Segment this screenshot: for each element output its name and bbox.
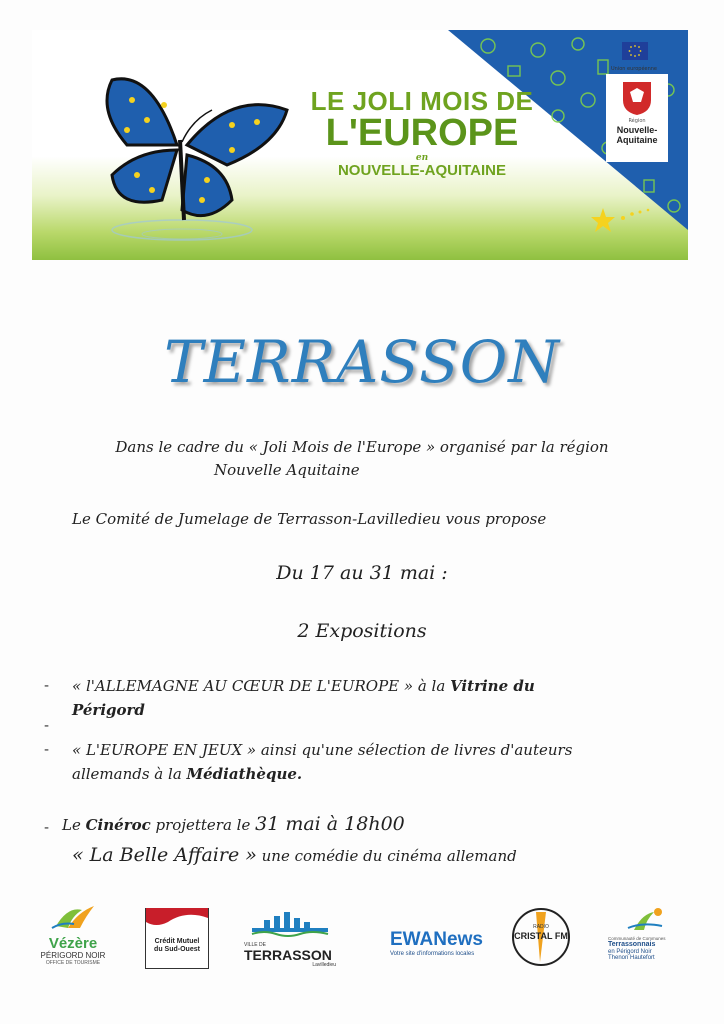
cc-name-3: Thenon Hautefort [608, 955, 655, 962]
bullet-dash-2: - [44, 718, 50, 734]
cinema-line [62, 813, 702, 835]
region-shield-icon [621, 80, 653, 116]
stars-icon [588, 200, 658, 240]
cinema-text-1: Le [62, 816, 86, 834]
header-banner [32, 30, 688, 260]
intro-line1: Dans le cadre du « Joli Mois de l'Europe » organisé par la région [115, 438, 609, 456]
region-name-line1: Nouvelle- [616, 125, 658, 135]
film-title: « La Belle Affaire » [72, 844, 257, 866]
banner-title-line4: NOUVELLE-AQUITAINE [337, 162, 507, 179]
credit-mutuel-logo [145, 908, 209, 969]
cc-name-2: en Périgord Noir [608, 948, 652, 955]
banner-title-line2: L'EUROPE [325, 112, 519, 154]
cinema-text-2: projettera le [150, 816, 256, 834]
ewanews-name: EWANews [390, 929, 483, 950]
cinema-datetime: 31 mai à 18h00 [255, 813, 405, 835]
banner-title [292, 88, 552, 178]
film-description: une comédie du cinéma allemand [256, 847, 517, 865]
expositions-heading: 2 Expositions [297, 620, 427, 642]
communaute-communes-icon [608, 904, 688, 932]
vezere-icon [38, 902, 108, 932]
expo-item-2-text-2: allemands à la [72, 765, 187, 783]
region-logo [606, 74, 668, 162]
ewanews-tagline: Votre site d'informations locales [390, 951, 475, 957]
eu-flag-icon [622, 42, 648, 60]
ewanews-logo [390, 930, 482, 966]
film-line [72, 844, 712, 866]
cristal-fm-logo [510, 904, 572, 970]
credit-mutuel-icon [146, 908, 208, 934]
page-title: TERRASSON [164, 328, 560, 396]
credit-mutuel-name: Crédit Mutuel [154, 938, 200, 945]
terrasson-city-icon [244, 910, 336, 938]
bullet-dash-4: - [44, 820, 50, 836]
vezere-sub: PÉRIGORD NOIR [40, 951, 106, 960]
banner-title-line1: LE JOLI MOIS DE [310, 86, 534, 116]
credit-mutuel-region: du Sud-Ouest [154, 945, 200, 953]
expo-item-2 [72, 738, 692, 786]
region-name [606, 126, 668, 146]
eu-caption: Union européenne [610, 66, 658, 72]
terrasson-sub: Lavilledieu [312, 962, 336, 968]
cinema-name: Cinéroc [85, 816, 151, 834]
expo-item-1-venue-2: Périgord [72, 701, 145, 719]
comite-line: Le Comité de Jumelage de Terrasson-Lavilledieu vous propose [72, 510, 547, 528]
expo-item-1 [72, 674, 672, 722]
intro-line2: Nouvelle Aquitaine [214, 461, 360, 479]
expo-item-2-text: « L'EUROPE EN JEUX » ainsi qu'une sélection de livres d'auteurs [72, 741, 573, 759]
vezere-logo [38, 902, 108, 974]
cristal-fm-name: CRISTAL FM [514, 931, 568, 941]
terrasson-logo [244, 910, 336, 968]
expo-item-2-venue: Médiathèque. [186, 765, 303, 783]
bullet-dash-1: - [44, 678, 50, 694]
butterfly-icon [82, 50, 302, 250]
banner-title-line3: en [415, 153, 429, 163]
sponsor-logos [0, 900, 724, 980]
expo-item-1-text: « l'ALLEMAGNE AU CŒUR DE L'EUROPE » à la [72, 677, 451, 695]
communaute-communes-logo [608, 904, 688, 970]
vezere-office: OFFICE DE TOURISME [45, 960, 101, 966]
region-name-line2: Aquitaine [616, 134, 658, 145]
bullet-dash-3: - [44, 742, 50, 758]
dates-heading: Du 17 au 31 mai : [276, 562, 448, 584]
cc-small: Communauté de Communes [608, 936, 666, 941]
expo-item-1-venue: Vitrine du [450, 677, 535, 695]
cc-name-1: Terrassonnais [608, 941, 656, 948]
vezere-name: Vézère [48, 935, 98, 952]
cristal-radio-label: RADIO [533, 924, 549, 930]
terrasson-ville-label: VILLE DE [244, 942, 266, 948]
region-small-label: Région [628, 118, 646, 124]
terrasson-name: TERRASSON [244, 947, 332, 963]
